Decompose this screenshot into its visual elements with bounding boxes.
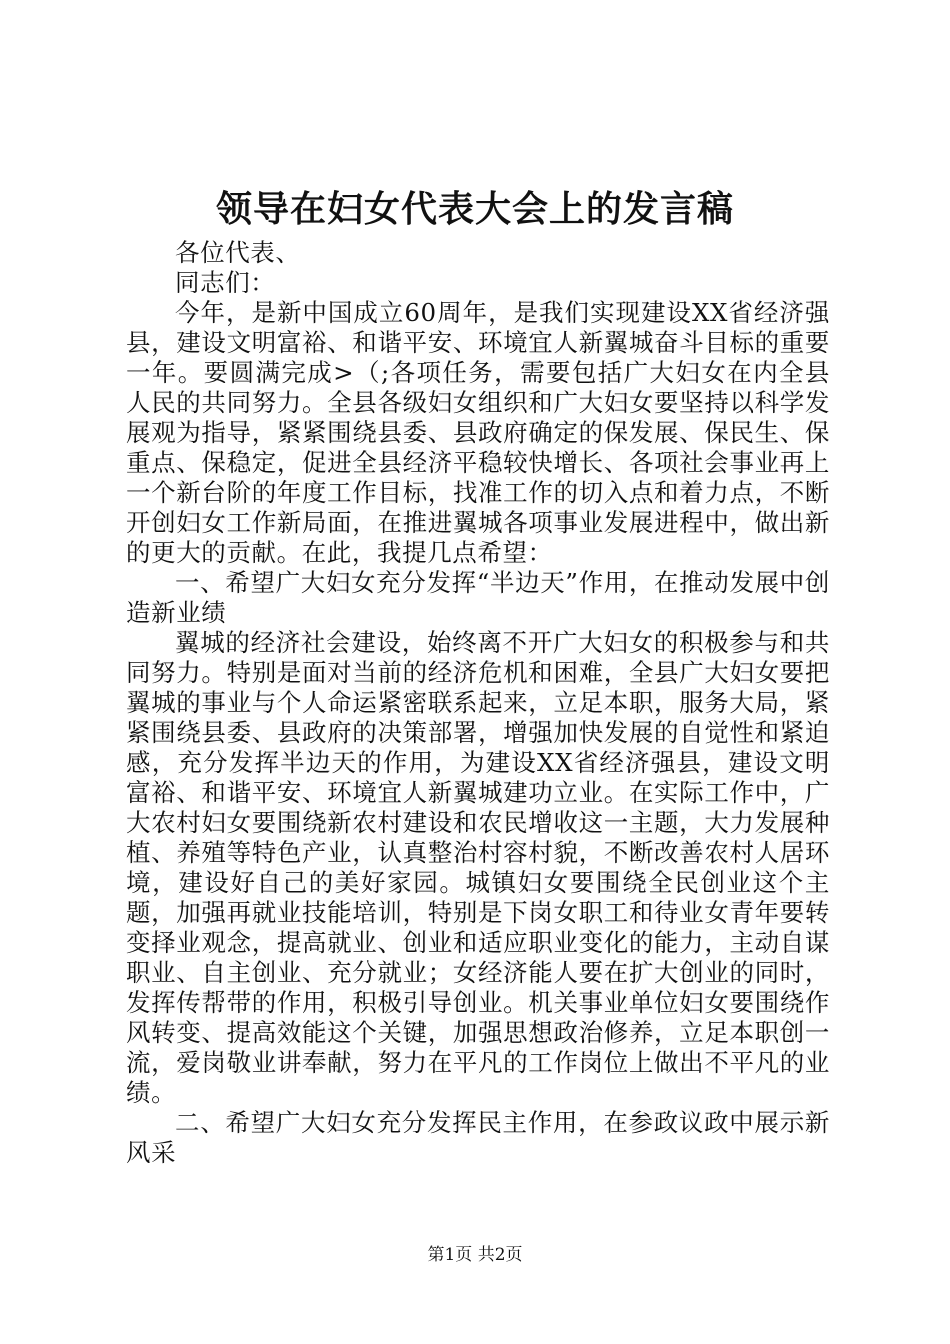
document-body (126, 238, 830, 1168)
document-title: 领导在妇女代表大会上的发言稿 (215, 188, 734, 230)
body-paragraph: 今年，是新中国成立60周年，是我们实现建设XX省经济强县，建设文明富裕、和谐平安、环境宜人新翼城奋斗目标的重要一年。要圆满完成>（;各项任务，需要包括广大妇女在内全县人民的共同努力。全县各级妇女组织和广大妇女要坚持以科学发展观为指导，紧紧围绕县委、县政府确定的保发展、保民生、保重点、保稳定，促进全县经济平稳较快增长、各项社会事业再上一个新台阶的年度工作目标，找准工作的切入点和着力点，不断开创妇女工作新局面，在推进翼城各项事业发展进程中，做出新的更大的贡献。在此，我提几点希望： (126, 298, 830, 567)
body-paragraph: 翼城的经济社会建设，始终离不开广大妇女的积极参与和共同努力。特别是面对当前的经济危机和困难，全县广大妇女要把翼城的事业与个人命运紧密联系起来，立足本职，服务大局，紧紧围绕县委、县政府的决策部署，增强加快发展的自觉性和紧迫感，充分发挥半边天的作用，为建设XX省经济强县，建设文明富裕、和谐平安、环境宜人新翼城建功立业。在实际工作中，广大农村妇女要围绕新农村建设和农民增收这一主题，大力发展种植、养殖等特色产业，认真整治村容村貌，不断改善农村人居环境，建设好自己的美好家园。城镇妇女要围绕全民创业这个主题，加强再就业技能培训，特别是下岗女职工和待业女青年要转变择业观念，提高就业、创业和适应职业变化的能力，主动自谋职业、自主创业、充分就业；女经济能人要在扩大创业的同时，发挥传帮带的作用，积极引导创业。机关事业单位妇女要围绕作风转变、提高效能这个关键，加强思想政治修养，立足本职创一流，爱岗敬业讲奉献，努力在平凡的工作岗位上做出不平凡的业绩。 (126, 628, 830, 1107)
salutation-line: 各位代表、 (175, 238, 301, 267)
section-heading: 一、希望广大妇女充分发挥“半边天”作用，在推动发展中创造新业绩 (126, 568, 830, 627)
salutation-line: 同志们： (175, 268, 276, 297)
section-heading: 二、希望广大妇女充分发挥民主作用，在参政议政中展示新风采 (126, 1108, 830, 1167)
page-footer: 第1页 共2页 (427, 1245, 523, 1265)
